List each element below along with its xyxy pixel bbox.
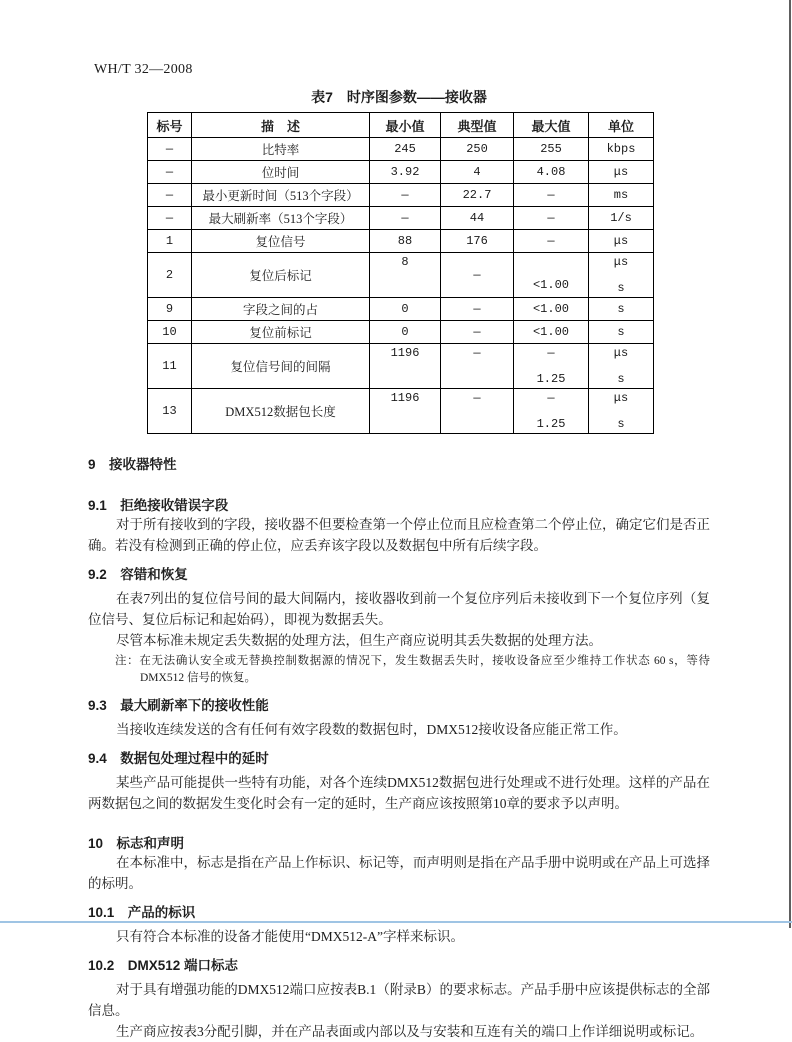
cell-unit: s (589, 298, 654, 321)
page-content (88, 0, 710, 1042)
cell-unit: s (589, 321, 654, 344)
cell-max: <1.00 (514, 298, 589, 321)
cell-desc: 最大刷新率（513个字段） (192, 207, 370, 230)
cell-unit-top: μs (613, 346, 629, 360)
section-heading-9-2: 9.2 容错和恢复 (88, 567, 188, 582)
parameters-table (147, 112, 654, 434)
cell-unit: 1/s (589, 207, 654, 230)
cell-no: 1 (148, 230, 192, 253)
cell-desc: 比特率 (192, 138, 370, 161)
cell-desc: 最小更新时间（513个字段） (192, 184, 370, 207)
cell-desc: 复位后标记 (192, 253, 370, 298)
section-heading-9-1: 9.1 拒绝接收错误字段 (88, 498, 229, 513)
cell-desc: 字段之间的占 (192, 298, 370, 321)
cell-unit (589, 344, 654, 389)
paragraph-10-1: 只有符合本标准的设备才能使用“DMX512-A”字样来标识。 (116, 929, 464, 944)
cell-max: — (514, 184, 589, 207)
cell-max-bottom: 1.25 (536, 372, 566, 386)
cell-max (514, 253, 589, 298)
cell-max: 4.08 (514, 161, 589, 184)
cell-unit: ms (589, 184, 654, 207)
cell-max: — (514, 230, 589, 253)
paragraph-9-2b: 尽管本标准未规定丢失数据的处理方法，但生产商应说明其丢失数据的处理方法。 (116, 633, 602, 648)
cell-max-bottom: 1.25 (536, 417, 566, 431)
doc-code: WH/T 32—2008 (94, 62, 193, 77)
cell-typ-value: — (473, 391, 481, 405)
col-header-no: 标号 (148, 113, 192, 138)
cell-max: 255 (514, 138, 589, 161)
cell-max (514, 389, 589, 434)
col-header-unit: 单位 (589, 113, 654, 138)
cell-max: — (514, 207, 589, 230)
cell-min: — (370, 207, 441, 230)
cell-typ (441, 344, 514, 389)
paragraph-9-3: 当接收连续发送的含有任何有效字段数的数据包时，DMX512接收设备应能正常工作。 (116, 722, 627, 737)
cell-max-top: — (547, 346, 555, 360)
table-row (148, 321, 654, 344)
col-header-max: 最大值 (514, 113, 589, 138)
cell-max (514, 344, 589, 389)
cell-no: 10 (148, 321, 192, 344)
cell-typ: 22.7 (441, 184, 514, 207)
section-heading-10: 10 标志和声明 (88, 836, 185, 851)
table-row (148, 389, 654, 434)
col-header-desc: 描 述 (192, 113, 370, 138)
cell-no: — (148, 161, 192, 184)
paragraph-10: 在本标准中，标志是指在产品上作标识、标记等，而声明则是指在产品手册中说明或在产品上可选择的标明。 (88, 855, 710, 891)
cell-min: 0 (370, 321, 441, 344)
paragraph-10-2b: 生产商应按表3分配引脚，并在产品表面或内部以及与安装和互连有关的端口上作详细说明或标记。 (116, 1024, 704, 1039)
cell-no: 11 (148, 344, 192, 389)
cell-typ: 4 (441, 161, 514, 184)
note-9-2: 注：在无法确认安全或无替换控制数据源的情况下，发生数据丢失时，接收设备应至少维持工作状态 60 s，等待DMX512 信号的恢复。 (115, 655, 710, 684)
cell-unit-bottom: s (617, 417, 625, 431)
cell-no: — (148, 184, 192, 207)
section-heading-9: 9 接收器特性 (88, 457, 177, 472)
table-title: 表7 时序图参数——接收器 (311, 89, 487, 105)
col-header-typ: 典型值 (441, 113, 514, 138)
cell-unit-bottom: s (617, 281, 625, 295)
cell-unit: μs (589, 230, 654, 253)
cell-typ: 250 (441, 138, 514, 161)
cell-unit-bottom: s (617, 372, 625, 386)
cell-max: <1.00 (514, 321, 589, 344)
cell-desc: 复位前标记 (192, 321, 370, 344)
cell-typ: 176 (441, 230, 514, 253)
cell-no: 13 (148, 389, 192, 434)
cell-desc: 复位信号 (192, 230, 370, 253)
cell-unit-top: μs (613, 255, 629, 269)
cell-no: — (148, 207, 192, 230)
cell-unit: μs (589, 161, 654, 184)
cell-no: 9 (148, 298, 192, 321)
cell-min-value: 1196 (390, 346, 420, 360)
table-row (148, 230, 654, 253)
cell-unit-top: μs (613, 391, 629, 405)
cell-desc: 复位信号间的间隔 (192, 344, 370, 389)
cell-min: 0 (370, 298, 441, 321)
cell-typ-value: — (473, 346, 481, 360)
paragraph-9-4: 某些产品可能提供一些特有功能，对各个连续DMX512数据包进行处理或不进行处理。这样的产品在两数据包之间的数据发生变化时会有一定的延时，生产商应该按照第10章的要求予以声明。 (88, 775, 710, 811)
cell-min (370, 344, 441, 389)
cell-max-value: <1.00 (532, 278, 569, 292)
section-heading-9-4: 9.4 数据包处理过程中的延时 (88, 751, 269, 766)
table-row (148, 184, 654, 207)
cell-max-top: — (547, 391, 555, 405)
cell-min: 3.92 (370, 161, 441, 184)
cell-desc: 位时间 (192, 161, 370, 184)
cell-typ: — (441, 321, 514, 344)
cell-desc: DMX512数据包长度 (192, 389, 370, 434)
cell-typ: — (441, 298, 514, 321)
cell-min-value: 8 (401, 255, 409, 269)
cell-min: 88 (370, 230, 441, 253)
table-row (148, 344, 654, 389)
table-row (148, 138, 654, 161)
section-heading-10-2: 10.2 DMX512 端口标志 (88, 958, 239, 973)
paragraph-10-2a: 对于具有增强功能的DMX512端口应按表B.1（附录B）的要求标志。产品手册中应该提供标志的全部信息。 (88, 982, 710, 1018)
paragraph-9-1: 对于所有接收到的字段，接收器不但要检查第一个停止位而且应检查第二个停止位，确定它们是否正确。若没有检测到正确的停止位，应丢弃该字段以及数据包中所有后续字段。 (88, 517, 710, 553)
paragraph-9-2a: 在表7列出的复位信号间的最大间隔内，接收器收到前一个复位序列后未接收到下一个复位序列（复位信号、复位后标记和起始码），即视为数据丢失。 (88, 591, 710, 627)
cell-typ-value: — (473, 268, 481, 282)
table-row (148, 161, 654, 184)
cell-typ (441, 253, 514, 298)
col-header-min: 最小值 (370, 113, 441, 138)
cell-typ (441, 389, 514, 434)
cell-unit (589, 389, 654, 434)
scan-edge-line (789, 0, 791, 928)
table-row (148, 298, 654, 321)
cell-no: 2 (148, 253, 192, 298)
section-heading-9-3: 9.3 最大刷新率下的接收性能 (88, 698, 269, 713)
cell-min-value: 1196 (390, 391, 420, 405)
cell-min: — (370, 184, 441, 207)
cell-min: 245 (370, 138, 441, 161)
cell-min (370, 389, 441, 434)
cell-min (370, 253, 441, 298)
section-heading-10-1: 10.1 产品的标识 (88, 905, 196, 920)
cell-typ: 44 (441, 207, 514, 230)
table-header-row (148, 113, 654, 138)
table-row (148, 253, 654, 298)
cell-unit (589, 253, 654, 298)
cell-unit: kbps (589, 138, 654, 161)
table-row (148, 207, 654, 230)
cell-no: — (148, 138, 192, 161)
